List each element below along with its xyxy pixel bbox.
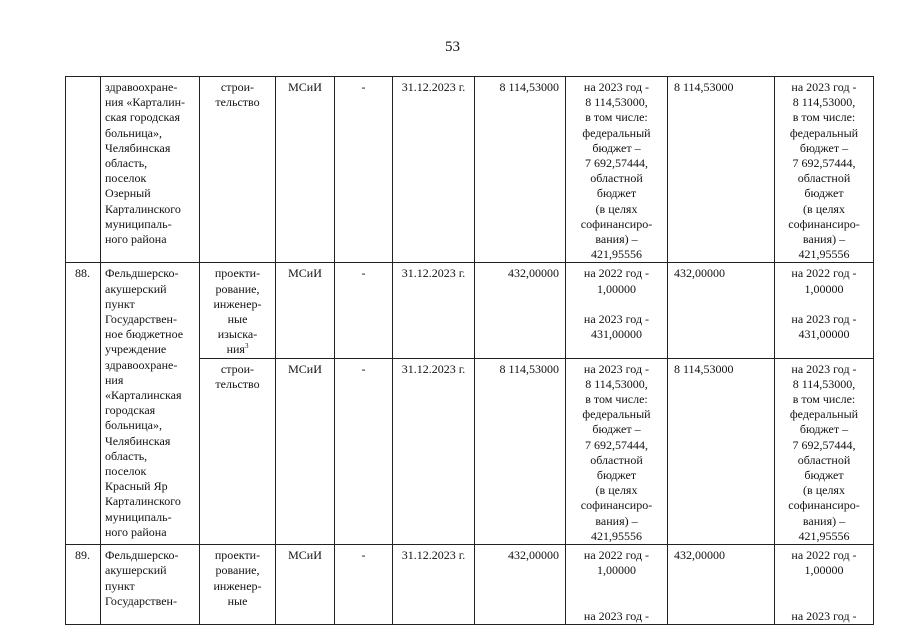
work-stage: [200, 263, 276, 358]
estimated-cost-2: 432,00000: [668, 545, 775, 625]
estimated-cost: 432,00000: [475, 545, 566, 625]
estimated-cost: 432,00000: [475, 263, 566, 358]
responsible-agency: МСиИ: [276, 263, 335, 358]
row-number: [66, 77, 101, 263]
responsible-agency: МСиИ: [276, 545, 335, 625]
funding-breakdown: на 2023 год - 8 114,53000, в том числе: федеральный бюджет – 7 692,57444, областной бюджет (в целях софинансиро- вания) – 421,95556: [566, 77, 668, 263]
funding-breakdown-2: на 2023 год - 8 114,53000, в том числе: федеральный бюджет – 7 692,57444, областной бюджет (в целях софинансиро- вания) – 421,95556: [775, 358, 874, 544]
completion-date: 31.12.2023 г.: [393, 77, 475, 263]
dash-cell: -: [335, 545, 393, 625]
work-stage: строи- тельство: [200, 77, 276, 263]
row-number: 89.: [66, 545, 101, 625]
completion-date: 31.12.2023 г.: [393, 263, 475, 358]
completion-date: 31.12.2023 г.: [393, 545, 475, 625]
dash-cell: -: [335, 358, 393, 544]
responsible-agency: МСиИ: [276, 77, 335, 263]
work-stage: строи- тельство: [200, 358, 276, 544]
funding-breakdown-2: на 2022 год - 1,00000 на 2023 год - 431,00000: [775, 263, 874, 358]
page-number: 53: [445, 39, 460, 55]
estimated-cost-2: 8 114,53000: [668, 77, 775, 263]
investment-projects-table: [65, 76, 874, 625]
table-row: [66, 77, 874, 263]
funding-breakdown: на 2022 год - 1,00000 на 2023 год - 431,00000: [566, 263, 668, 358]
footnote-marker: 3: [244, 342, 249, 351]
facility-name: Фельдшерско- акушерский пункт Государствен-: [101, 545, 200, 625]
dash-cell: -: [335, 77, 393, 263]
estimated-cost: 8 114,53000: [475, 77, 566, 263]
facility-name: здравоохране- ния «Карталин- ская городская больница», Челябинская область, поселок Озерный Карталинского муниципаль- ного района: [101, 77, 200, 263]
funding-breakdown: на 2023 год - 8 114,53000, в том числе: федеральный бюджет – 7 692,57444, областной бюджет (в целях софинансиро- вания) – 421,95556: [566, 358, 668, 544]
funding-breakdown-2: на 2023 год - 8 114,53000, в том числе: федеральный бюджет – 7 692,57444, областной бюджет (в целях софинансиро- вания) – 421,95556: [775, 77, 874, 263]
responsible-agency: МСиИ: [276, 358, 335, 544]
work-stage-text: проекти- рование, инженер- ные изыска- ния: [213, 266, 262, 357]
table-row: [66, 545, 874, 625]
table-row: [66, 263, 874, 358]
work-stage: проекти- рование, инженер- ные: [200, 545, 276, 625]
row-number: 88.: [66, 263, 101, 545]
funding-breakdown-2: на 2022 год - 1,00000 на 2023 год -: [775, 545, 874, 625]
estimated-cost-2: 8 114,53000: [668, 358, 775, 544]
estimated-cost-2: 432,00000: [668, 263, 775, 358]
completion-date: 31.12.2023 г.: [393, 358, 475, 544]
funding-breakdown: на 2022 год - 1,00000 на 2023 год -: [566, 545, 668, 625]
dash-cell: -: [335, 263, 393, 358]
estimated-cost: 8 114,53000: [475, 358, 566, 544]
facility-name: Фельдшерско- акушерский пункт Государствен- ное бюджетное учреждение здравоохране- ния «Карталинская городская больница», Челябинская область, поселок Красный Яр Карталинского муниципаль- ного района: [101, 263, 200, 545]
